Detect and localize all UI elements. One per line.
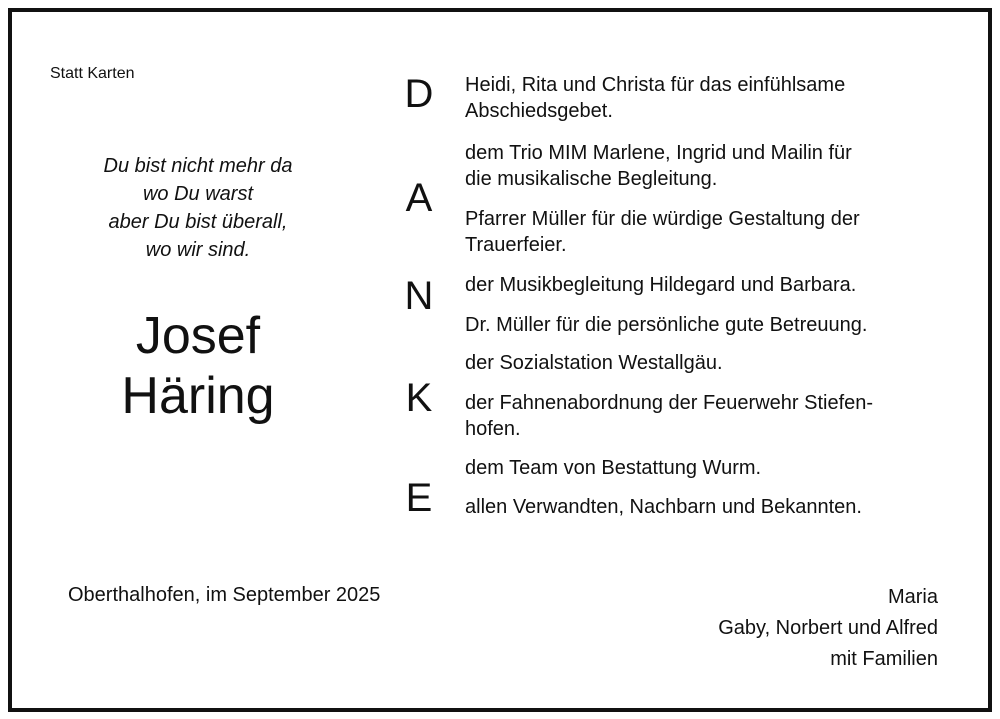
signature-line: Maria (887, 586, 938, 608)
thanks-entry (465, 390, 965, 442)
poem-line: aber Du bist überall, (108, 211, 288, 233)
signature-line: mit Familien (830, 648, 938, 670)
thanks-entry (465, 206, 965, 258)
poem-line: wo wir sind. (145, 239, 251, 261)
thanks-line: Heidi, Rita und Christa für das einfühlsame (465, 74, 846, 96)
thanks-line: der Sozialstation Westallgäu. (465, 352, 723, 374)
thanks-line: Trauerfeier. (465, 234, 567, 256)
thanks-line: die musikalische Begleitung. (465, 168, 718, 190)
thanks-entry (465, 72, 965, 124)
thanks-entry (465, 494, 965, 520)
thanks-entry (465, 455, 965, 481)
thanks-entry (465, 312, 965, 338)
signature (718, 582, 938, 675)
thanks-line: Abschiedsgebet. (465, 100, 613, 122)
thanks-line: allen Verwandten, Nachbarn und Bekannten. (465, 496, 862, 518)
poem-line: Du bist nicht mehr da (103, 155, 293, 177)
thanks-entry (465, 272, 965, 298)
danke-letter-n: N (404, 274, 434, 318)
statt-karten-label: Statt Karten (50, 65, 135, 82)
danke-letter-e: E (405, 476, 433, 520)
thanks-line: hofen. (465, 418, 521, 440)
deceased-name (48, 306, 348, 426)
first-name: Josef (135, 307, 261, 365)
thanks-line: der Musikbegleitung Hildegard und Barbara. (465, 274, 857, 296)
last-name: Häring (121, 367, 275, 425)
danke-letter-a: A (405, 176, 433, 220)
danke-letter-d: D (404, 72, 434, 116)
thanks-entry (465, 350, 965, 376)
thanks-line: Pfarrer Müller für die würdige Gestaltung der (465, 208, 860, 230)
thanks-line: der Fahnenabordnung der Feuerwehr Stiefen- (465, 392, 874, 414)
poem-line: wo Du warst (142, 183, 254, 205)
thanks-line: dem Team von Bestattung Wurm. (465, 457, 762, 479)
thanks-line: dem Trio MIM Marlene, Ingrid und Mailin für (465, 142, 852, 164)
thanks-entry (465, 140, 965, 192)
poem (48, 152, 348, 264)
danke-letter-k: K (405, 376, 433, 420)
signature-line: Gaby, Norbert und Alfred (718, 617, 938, 639)
thanks-line: Dr. Müller für die persönliche gute Betreuung. (465, 314, 868, 336)
place-date: Oberthalhofen, im September 2025 (68, 584, 381, 606)
